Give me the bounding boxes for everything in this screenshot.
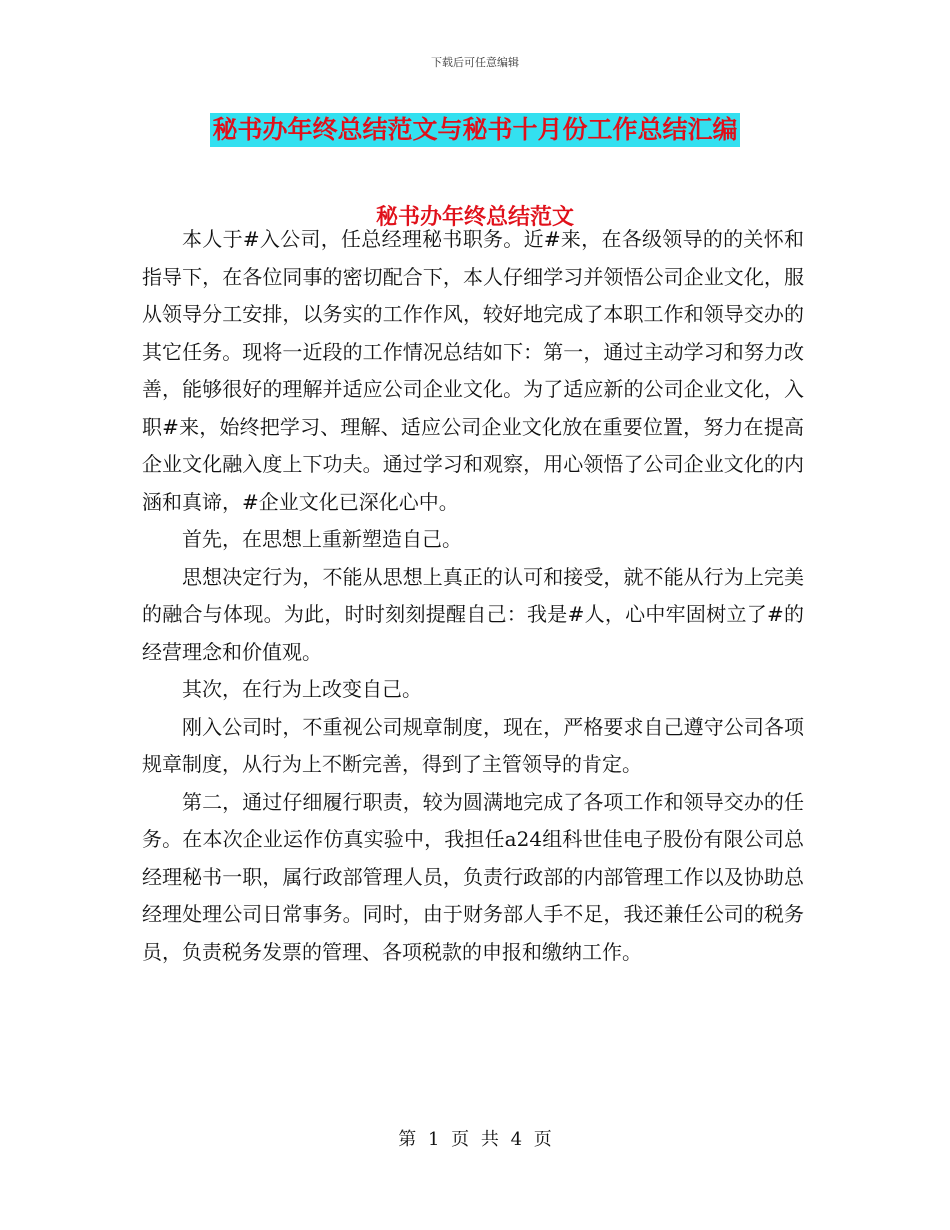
paragraph: 首先，在思想上重新塑造自己。 xyxy=(182,527,462,551)
header-note: 下载后可任意编辑 xyxy=(431,56,519,69)
body-text xyxy=(142,221,804,971)
document-title-wrapper xyxy=(0,113,950,147)
paragraph: 思想决定行为，不能从思想上真正的认可和接受，就不能从行为上完美的融合与体现。为此，时时刻刻提醒自己：我是#人，心中牢固树立了#的经营理念和价值观。 xyxy=(142,564,804,664)
document-title: 秘书办年终总结范文与秘书十月份工作总结汇编 xyxy=(210,113,739,147)
paragraph: 其次，在行为上改变自己。 xyxy=(182,677,422,701)
section-title: 秘书办年终总结范文 xyxy=(375,205,574,230)
paragraph: 刚入公司时，不重视公司规章制度，现在，严格要求自己遵守公司各项规章制度，从行为上不断完善，得到了主管领导的肯定。 xyxy=(142,714,804,776)
paragraph: 第二，通过仔细履行职责，较为圆满地完成了各项工作和领导交办的任务。在本次企业运作仿真实验中，我担任a24组科世佳电子股份有限公司总经理秘书一职，属行政部管理人员，负责行政部的内部管理工作以及协助总经理处理公司日常事务。同时，由于财务部人手不足，我还兼任公司的税务员，负责税务发票的管理、各项税款的申报和缴纳工作。 xyxy=(142,789,804,964)
paragraph: 本人于#入公司，任总经理秘书职务。近#来，在各级领导的的关怀和指导下，在各位同事的密切配合下，本人仔细学习并领悟公司企业文化，服从领导分工安排，以务实的工作作风，较好地完成了本职工作和领导交办的其它任务。现将一近段的工作情况总结如下：第一，通过主动学习和努力改善，能够很好的理解并适应公司企业文化。为了适应新的公司企业文化，入职#来，始终把学习、理解、适应公司企业文化放在重要位置，努力在提高企业文化融入度上下功夫。通过学习和观察，用心领悟了公司企业文化的内涵和真谛，#企业文化已深化心中。 xyxy=(142,227,804,514)
page-footer: 第 1 页 共 4 页 xyxy=(398,1129,552,1150)
